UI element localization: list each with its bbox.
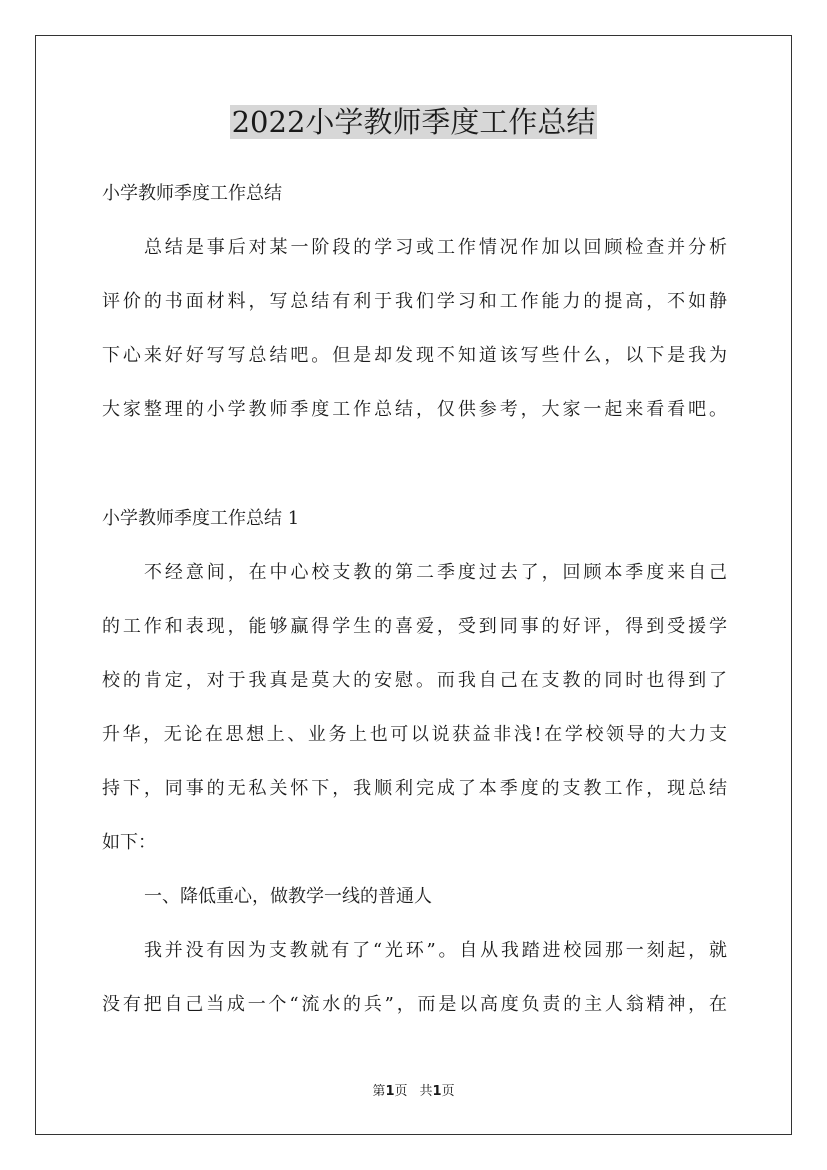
heading-summary: 小学教师季度工作总结 [102,183,282,204]
footer-total-prefix: 共 [419,1084,433,1099]
footer-page-number: 1 [385,1084,395,1099]
footer-total-suffix: 页 [441,1084,455,1099]
page-footer [0,1082,827,1102]
document-title-text: 2022小学教师季度工作总结 [231,105,596,139]
para2-line-4: 升华，无论在思想上、业务上也可以说获益非浅!在学校领导的大力支 [102,724,727,745]
para2-line-5: 持下，同事的无私关怀下，我顺利完成了本季度的支教工作，现总结 [102,778,727,799]
footer-page-prefix: 第 [372,1084,386,1099]
para2-line-1: 不经意间，在中心校支教的第二季度过去了，回顾本季度来自己 [144,562,727,583]
section-heading-1: 一、降低重心，做教学一线的普通人 [144,886,432,907]
footer-page-suffix: 页 [394,1084,408,1099]
intro-line-2: 评价的书面材料，写总结有利于我们学习和工作能力的提高，不如静 [102,291,727,312]
document-title [0,100,827,144]
intro-line-4: 大家整理的小学教师季度工作总结，仅供参考，大家一起来看看吧。 [102,399,727,420]
para2-line-3: 校的肯定，对于我真是莫大的安慰。而我自己在支教的同时也得到了 [102,670,727,691]
para3-line-1: 我并没有因为支教就有了“光环”。自从我踏进校园那一刻起，就 [144,940,727,961]
heading-summary-1: 小学教师季度工作总结 1 [102,508,300,529]
para3-line-2: 没有把自己当成一个“流水的兵”，而是以高度负责的主人翁精神，在 [102,994,727,1015]
para2-line-6: 如下： [102,832,156,853]
intro-line-3: 下心来好好写写总结吧。但是却发现不知道该写些什么，以下是我为 [102,345,727,366]
para2-line-2: 的工作和表现，能够赢得学生的喜爱，受到同事的好评，得到受援学 [102,616,727,637]
intro-line-1: 总结是事后对某一阶段的学习或工作情况作加以回顾检查并分析 [144,237,727,258]
footer-total-number: 1 [432,1084,442,1099]
